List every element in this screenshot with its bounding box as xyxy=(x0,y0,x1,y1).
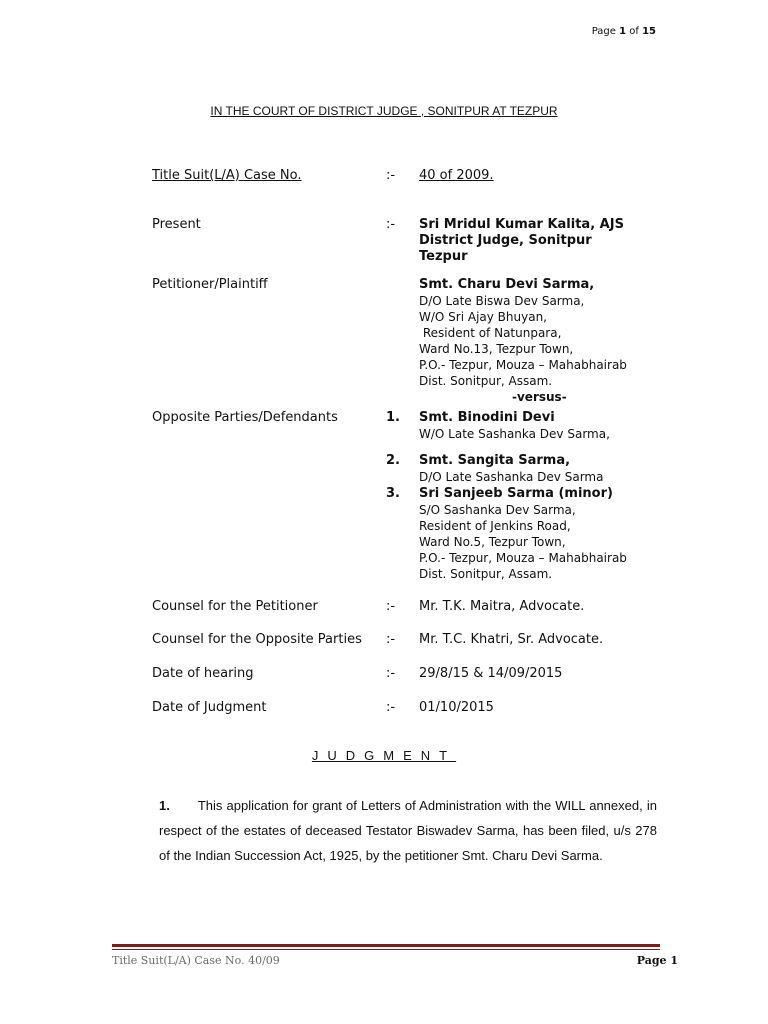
present-line: Sri Mridul Kumar Kalita, AJS xyxy=(419,217,624,232)
party-number: 1. xyxy=(386,410,400,425)
party-address-line: P.O.- Tezpur, Mouza – Mahabhairab xyxy=(419,551,627,565)
petitioner-name: Smt. Charu Devi Sarma, xyxy=(419,277,595,292)
petitioner-label: Petitioner/Plaintiff xyxy=(152,277,268,292)
counsel-opposite-value: Mr. T.C. Khatri, Sr. Advocate. xyxy=(419,632,604,647)
page-number-header xyxy=(592,26,656,37)
petitioner-address-line: P.O.- Tezpur, Mouza – Mahabhairab xyxy=(419,358,627,372)
hearing-label: Date of hearing xyxy=(152,666,254,681)
page-of: of xyxy=(629,26,639,37)
present-line: District Judge, Sonitpur xyxy=(419,233,592,248)
party-address-line: Dist. Sonitpur, Assam. xyxy=(419,567,553,581)
case-sep: :- xyxy=(386,168,396,183)
case-value: 40 of 2009. xyxy=(419,168,494,183)
petitioner-address-line: W/O Sri Ajay Bhuyan, xyxy=(419,310,547,324)
page-total: 15 xyxy=(642,26,656,37)
party-address-line: D/O Late Sashanka Dev Sarma xyxy=(419,470,604,484)
case-label: Title Suit(L/A) Case No. xyxy=(152,168,302,183)
footer-rule-thin xyxy=(112,949,660,950)
counsel-opposite-label: Counsel for the Opposite Parties xyxy=(152,632,362,647)
paragraph-number: 1. xyxy=(159,798,170,813)
party-address-line: Ward No.5, Tezpur Town, xyxy=(419,535,566,549)
judgment-date-sep: :- xyxy=(386,700,396,715)
footer-case-ref: Title Suit(L/A) Case No. 40/09 xyxy=(112,954,280,967)
counsel-opposite-sep: :- xyxy=(386,632,396,647)
counsel-petitioner-sep: :- xyxy=(386,599,396,614)
paragraph-1 xyxy=(159,793,657,868)
judgment-date-value: 01/10/2015 xyxy=(419,700,494,715)
present-label: Present xyxy=(152,217,201,232)
page-current: 1 xyxy=(619,26,627,37)
judgment-date-label: Date of Judgment xyxy=(152,700,267,715)
opposite-label: Opposite Parties/Defendants xyxy=(152,410,338,425)
petitioner-address-line: Dist. Sonitpur, Assam. xyxy=(419,374,553,388)
party-name: Sri Sanjeeb Sarma (minor) xyxy=(419,486,613,501)
page-prefix: Page xyxy=(591,26,616,37)
party-number: 3. xyxy=(386,486,400,501)
footer-page-number: Page 1 xyxy=(636,954,678,967)
versus-label: -versus- xyxy=(512,390,567,404)
party-name: Smt. Sangita Sarma, xyxy=(419,453,571,468)
court-title: IN THE COURT OF DISTRICT JUDGE , SONITPUR AT TEZPUR xyxy=(210,104,558,118)
footer-rule xyxy=(112,944,660,947)
petitioner-address-line: Resident of Natunpara, xyxy=(419,326,562,340)
party-address-line: S/O Sashanka Dev Sarma, xyxy=(419,503,576,517)
party-number: 2. xyxy=(386,453,400,468)
hearing-value: 29/8/15 & 14/09/2015 xyxy=(419,666,563,681)
party-address-line: Resident of Jenkins Road, xyxy=(419,519,571,533)
judgment-heading: JUDGMENT xyxy=(311,748,457,763)
present-sep: :- xyxy=(386,217,396,232)
party-address-line: W/O Late Sashanka Dev Sarma, xyxy=(419,427,610,441)
paragraph-text: This application for grant of Letters of Administration with the WILL annexed, in respect of the estates of deceased Testator Biswadev Sarma, has been filed, u/s 278 of the Indian Succession Act, 1925, by the petitioner Smt. Charu Devi Sarma. xyxy=(159,798,657,863)
petitioner-address-line: D/O Late Biswa Dev Sarma, xyxy=(419,294,585,308)
hearing-sep: :- xyxy=(386,666,396,681)
counsel-petitioner-value: Mr. T.K. Maitra, Advocate. xyxy=(419,599,585,614)
present-line: Tezpur xyxy=(419,249,468,264)
counsel-petitioner-label: Counsel for the Petitioner xyxy=(152,599,318,614)
party-name: Smt. Binodini Devi xyxy=(419,410,555,425)
petitioner-address-line: Ward No.13, Tezpur Town, xyxy=(419,342,574,356)
